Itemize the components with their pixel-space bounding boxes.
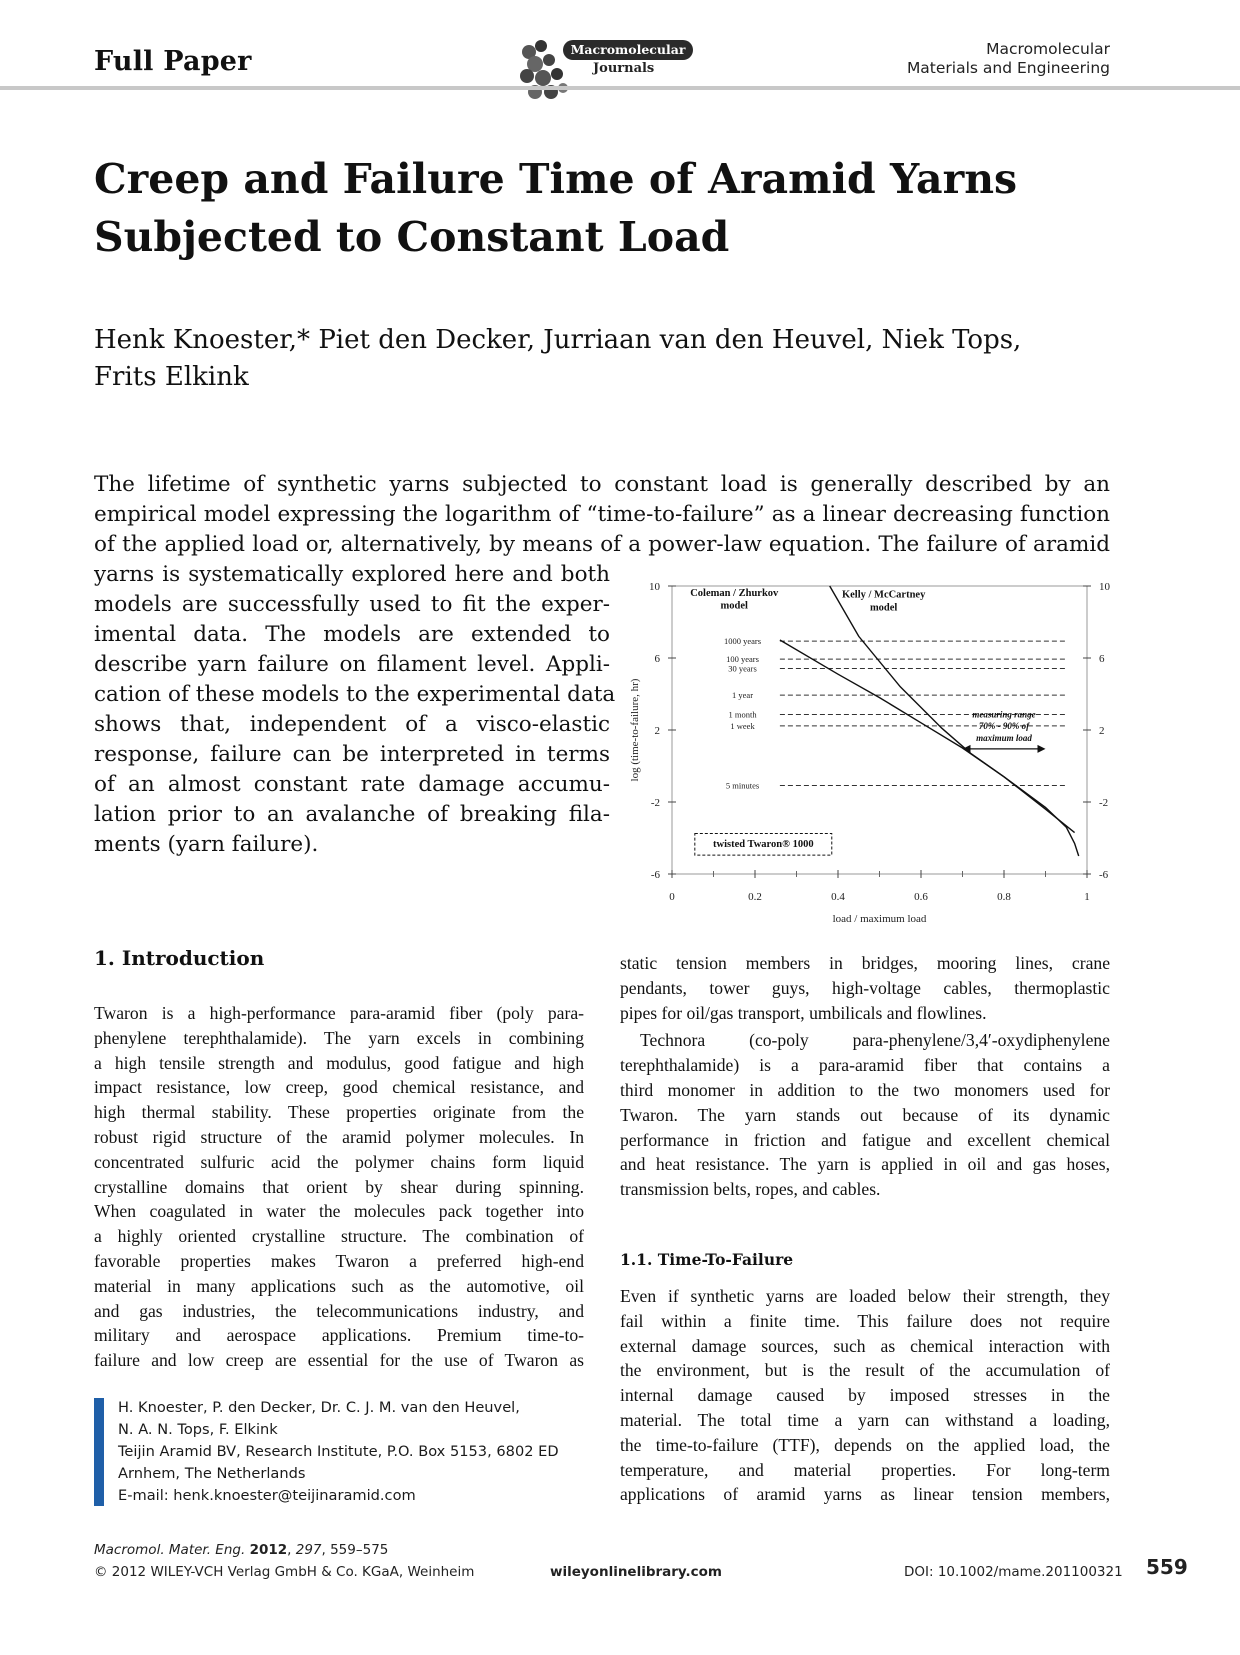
header-rule: [0, 86, 1240, 90]
citation-volume: 297: [295, 1542, 322, 1558]
annotation-coleman: Coleman / Zhurkov: [690, 587, 779, 599]
x-tick-label: 0: [669, 891, 675, 903]
x-tick-label: 0.2: [748, 891, 762, 903]
citation: Macromol. Mater. Eng. 2012, 297, 559–575: [94, 1542, 389, 1558]
body-line: fail within a finite time. This failure does not require: [620, 1310, 1110, 1331]
affiliation-line: N. A. N. Tops, F. Elkink: [118, 1421, 278, 1438]
y-tick-label-right: -2: [1099, 797, 1109, 809]
body-line: Even if synthetic yarns are loaded below their strength, they: [620, 1286, 1110, 1306]
body-line: and gas industries, the telecommunications industry, and: [94, 1300, 584, 1321]
abstract-line: cation of these models to the experimental data: [94, 682, 616, 707]
journal-name: [907, 40, 1110, 78]
reference-label: 1000 years: [724, 636, 762, 647]
affiliation-line: Arnhem, The Netherlands: [118, 1465, 306, 1482]
y-tick-label-right: 2: [1099, 725, 1105, 737]
x-axis-label: load / maximum load: [832, 913, 927, 924]
abstract-line: response, failure can be interpreted in terms: [94, 742, 610, 767]
y-tick-label: -6: [650, 869, 660, 881]
abstract-line: of the applied load or, alternatively, by means of a power-law equation. The failure of aramid: [94, 532, 1110, 557]
body-line: robust rigid structure of the aramid polymer molecules. In: [94, 1126, 584, 1147]
body-line: failure and low creep are essential for the use of Twaron as: [94, 1350, 584, 1371]
y-tick-label: 10: [649, 581, 660, 593]
author-line: Frits Elkink: [94, 362, 249, 392]
range-arrowhead-left: [963, 745, 971, 753]
abstract-line: lation prior to an avalanche of breaking fila-: [94, 802, 610, 827]
body-line: performance in friction and fatigue and excellent chemical: [620, 1129, 1110, 1150]
body-line: the environment, but is the result of the accumulation of: [620, 1360, 1110, 1381]
body-line: applications of aramid yarns as linear tension members,: [620, 1484, 1110, 1505]
annotation-measuring-range: measuring range: [972, 709, 1036, 720]
reference-label: 1 month: [728, 709, 757, 720]
y-tick-label: 2: [654, 725, 660, 737]
title-line: Subjected to Constant Load: [94, 213, 730, 261]
annotation-kelly: model: [869, 602, 898, 614]
author-list: [94, 322, 1094, 396]
x-tick-label: 1: [1084, 891, 1090, 903]
body-line: temperature, and material properties. For long-term: [620, 1459, 1110, 1480]
y-tick-label: -2: [650, 797, 660, 809]
annotation-coleman: model: [720, 600, 748, 612]
page-number: 559: [1146, 1555, 1188, 1579]
chart-svg: [622, 572, 1122, 924]
affiliation-accent-bar: [94, 1398, 104, 1506]
body-line: and heat resistance. The yarn is applied in oil and gas hoses,: [620, 1154, 1110, 1175]
body-line: material. The total time a yarn can withstand a loading,: [620, 1409, 1110, 1430]
paper-title: [94, 150, 1114, 266]
x-tick-label: 0.6: [914, 891, 928, 903]
abstract-line: shows that, independent of a visco-elastic: [94, 712, 610, 737]
body-line: high thermal stability. These properties originate from the: [94, 1102, 584, 1123]
section-label: Full Paper: [94, 46, 252, 77]
website-link[interactable]: wileyonlinelibrary.com: [550, 1564, 722, 1580]
range-arrowhead-right: [1038, 745, 1046, 753]
body-line: concentrated sulfuric acid the polymer chains form liquid: [94, 1151, 584, 1172]
reference-label: 100 years: [726, 654, 759, 665]
subsection-heading-time-to-failure: 1.1. Time-To-Failure: [620, 1250, 794, 1269]
annotation-measuring-range: 70% - 90% of: [978, 721, 1030, 732]
body-line: pendants, tower guys, high-voltage cables, thermoplastic: [620, 977, 1110, 998]
y-tick-label: 6: [654, 653, 660, 665]
y-tick-label-right: -6: [1099, 869, 1109, 881]
copyright: © 2012 WILEY-VCH Verlag GmbH & Co. KGaA, Weinheim: [94, 1564, 475, 1580]
y-tick-label-right: 10: [1099, 581, 1110, 593]
annotation-measuring-range: maximum load: [976, 732, 1032, 743]
body-line: terephthalamide) is a para-aramid fiber that contains a: [620, 1055, 1110, 1076]
body-line: transmission belts, ropes, and cables.: [620, 1179, 881, 1200]
body-line: external damage sources, such as chemical interaction with: [620, 1335, 1110, 1356]
reference-label: 1 week: [730, 720, 755, 731]
body-line: favorable properties makes Twaron a preferred high-end: [94, 1250, 584, 1271]
body-line: impact resistance, low creep, good chemical resistance, and: [94, 1077, 584, 1098]
body-line: material in many applications such as the automotive, oil: [94, 1275, 584, 1296]
y-tick-label-right: 6: [1099, 653, 1105, 665]
body-line: third monomer in addition to the two monomers used for: [620, 1079, 1110, 1100]
citation-year: 2012: [249, 1542, 288, 1558]
affiliation-line: H. Knoester, P. den Decker, Dr. C. J. M. van den Heuvel,: [118, 1399, 520, 1416]
body-line: military and aerospace applications. Premium time-to-: [94, 1325, 584, 1346]
abstract-line: ments (yarn failure).: [94, 832, 319, 857]
abstract-line: The lifetime of synthetic yarns subjected to constant load is generally described by an: [94, 472, 1110, 497]
ttf-column: [620, 1284, 1110, 1507]
abstract-line: models are successfully used to fit the exper-: [94, 592, 610, 617]
graphical-abstract-chart: [622, 572, 1122, 924]
body-line: the time-to-failure (TTF), depends on the applied load, the: [620, 1434, 1110, 1455]
body-line: phenylene terephthalamide). The yarn excels in combining: [94, 1027, 584, 1048]
material-label: twisted Twaron® 1000: [712, 839, 814, 850]
affiliation-block: [118, 1397, 598, 1507]
intro-right-column: [620, 951, 1110, 1202]
abstract-line: imental data. The models are extended to: [94, 622, 610, 647]
citation-pages: , 559–575: [321, 1542, 389, 1558]
reference-label: 1 year: [732, 690, 754, 701]
series-line-kelly: [830, 586, 1079, 856]
y-axis-label: log (time-to-failure, hr): [629, 678, 641, 782]
body-line: a highly oriented crystalline structure. The combination of: [94, 1226, 584, 1247]
body-line: Technora (co-poly para-phenylene/3,4′-oxydiphenylene: [640, 1030, 1110, 1051]
abstract-full-width: [94, 470, 1110, 560]
affiliation-email[interactable]: E-mail: henk.knoester@teijinaramid.com: [118, 1487, 416, 1504]
intro-left-column: [94, 1001, 584, 1373]
title-line: Creep and Failure Time of Aramid Yarns: [94, 155, 1018, 203]
reference-label: 30 years: [728, 663, 757, 674]
journal-name-line: Macromolecular: [986, 40, 1110, 58]
reference-label: 5 minutes: [725, 780, 760, 791]
x-tick-label: 0.8: [997, 891, 1011, 903]
abstract-line: yarns is systematically explored here and both: [94, 562, 610, 587]
body-line: When coagulated in water the molecules pack together into: [94, 1201, 584, 1222]
abstract-line: empirical model expressing the logarithm of “time-to-failure” as a linear decreasing function: [94, 502, 1110, 527]
logo-badge: Macromolecular: [563, 40, 693, 60]
abstract-line: describe yarn failure on filament level. Appli-: [94, 652, 610, 677]
body-line: internal damage caused by imposed stresses in the: [620, 1385, 1110, 1406]
body-line: Twaron. The yarn stands out because of its dynamic: [620, 1104, 1110, 1125]
abstract-narrow: [94, 560, 616, 860]
author-line: Henk Knoester,* Piet den Decker, Jurriaan van den Heuvel, Niek Tops,: [94, 325, 1022, 355]
section-heading-introduction: 1. Introduction: [94, 946, 265, 970]
logo-subtitle: Journals: [593, 61, 655, 76]
body-line: crystalline domains that orient by shear during spinning.: [94, 1176, 584, 1197]
body-line: a high tensile strength and modulus, good fatigue and high: [94, 1052, 584, 1073]
body-line: Twaron is a high-performance para-aramid fiber (poly para-: [94, 1003, 584, 1023]
abstract-line: of an almost constant rate damage accumu-: [94, 772, 610, 797]
body-line: pipes for oil/gas transport, umbilicals and flowlines.: [620, 1002, 987, 1023]
body-line: static tension members in bridges, mooring lines, crane: [620, 953, 1110, 973]
annotation-kelly: Kelly / McCartney: [841, 589, 926, 601]
journal-name-line: Materials and Engineering: [906, 59, 1110, 77]
journal-logo: [513, 34, 695, 106]
doi-link[interactable]: DOI: 10.1002/mame.201100321: [904, 1564, 1123, 1580]
affiliation-line: Teijin Aramid BV, Research Institute, P.O. Box 5153, 6802 ED: [118, 1443, 559, 1460]
x-tick-label: 0.4: [831, 891, 845, 903]
citation-journal: Macromol. Mater. Eng.: [94, 1542, 246, 1558]
